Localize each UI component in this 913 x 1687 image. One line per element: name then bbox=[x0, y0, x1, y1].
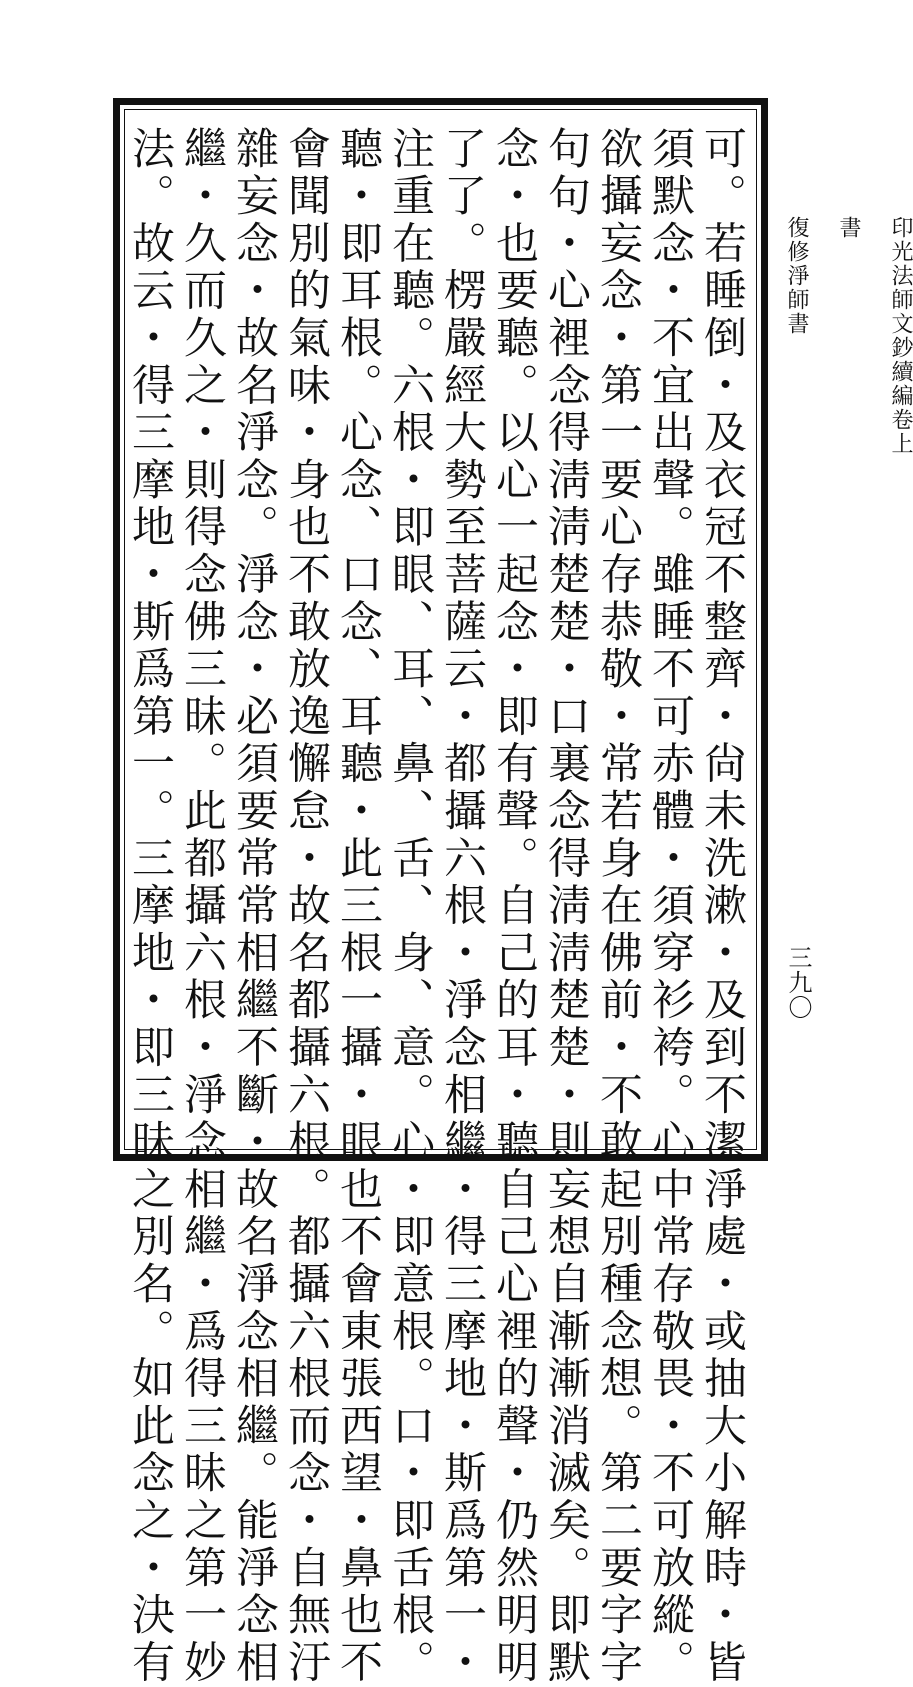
text-column-12: 法。故云・得三摩地・斯爲第一。三摩地・即三昧之別名。如此念之・決有 bbox=[125, 126, 175, 1687]
running-head bbox=[783, 216, 913, 456]
running-head-section: 書 bbox=[836, 216, 861, 240]
running-head-book-title: 印光法師文鈔續編卷上 bbox=[888, 216, 913, 456]
text-column-11: 繼・久而久之・則得念佛三昧。此都攝六根・淨念相繼・爲得三昧之第一妙 bbox=[177, 126, 227, 1687]
text-column-6: 了了。楞嚴經大勢至菩薩云・都攝六根・淨念相繼・得三摩地・斯爲第一・ bbox=[437, 126, 487, 1687]
text-column-10: 雜妄念・故名淨念。淨念・必須要常常相繼不斷・故名淨念相繼。能淨念相 bbox=[229, 126, 279, 1687]
text-column-1: 可。若睡倒・及衣冠不整齊・尙未洗漱・及到不潔淨處・或抽大小解時・皆 bbox=[697, 126, 747, 1687]
page-number: 三九〇 bbox=[784, 945, 812, 1020]
running-head-letter-title: 復修淨師書 bbox=[784, 216, 809, 336]
text-column-7: 注重在聽。六根・即眼、耳、鼻、舌、身、意。心・即意根。口・即舌根。 bbox=[385, 126, 435, 1687]
main-text-block bbox=[125, 126, 748, 1687]
text-column-9: 會聞別的氣味・身也不敢放逸懈怠・故名都攝六根。都攝六根而念・自無汙 bbox=[281, 126, 331, 1687]
text-column-5: 念・也要聽。以心一起念・即有聲。自己的耳・聽自己心裡的聲・仍然明明 bbox=[489, 126, 539, 1687]
text-column-4: 句句・心裡念得淸淸楚楚・口裏念得淸淸楚楚・則妄想自漸漸消滅矣。即默 bbox=[541, 126, 591, 1687]
text-column-3: 欲攝妄念・第一要心存恭敬・常若身在佛前・不敢起別種念想。第二要字字 bbox=[593, 126, 643, 1687]
text-column-8: 聽・即耳根。心念、口念、耳聽・此三根一攝・眼也不會東張西望・鼻也不 bbox=[333, 126, 383, 1687]
text-column-2: 須默念・不宜出聲。雖睡不可赤體・須穿衫袴。心中常存敬畏・不可放縱。 bbox=[645, 126, 695, 1687]
